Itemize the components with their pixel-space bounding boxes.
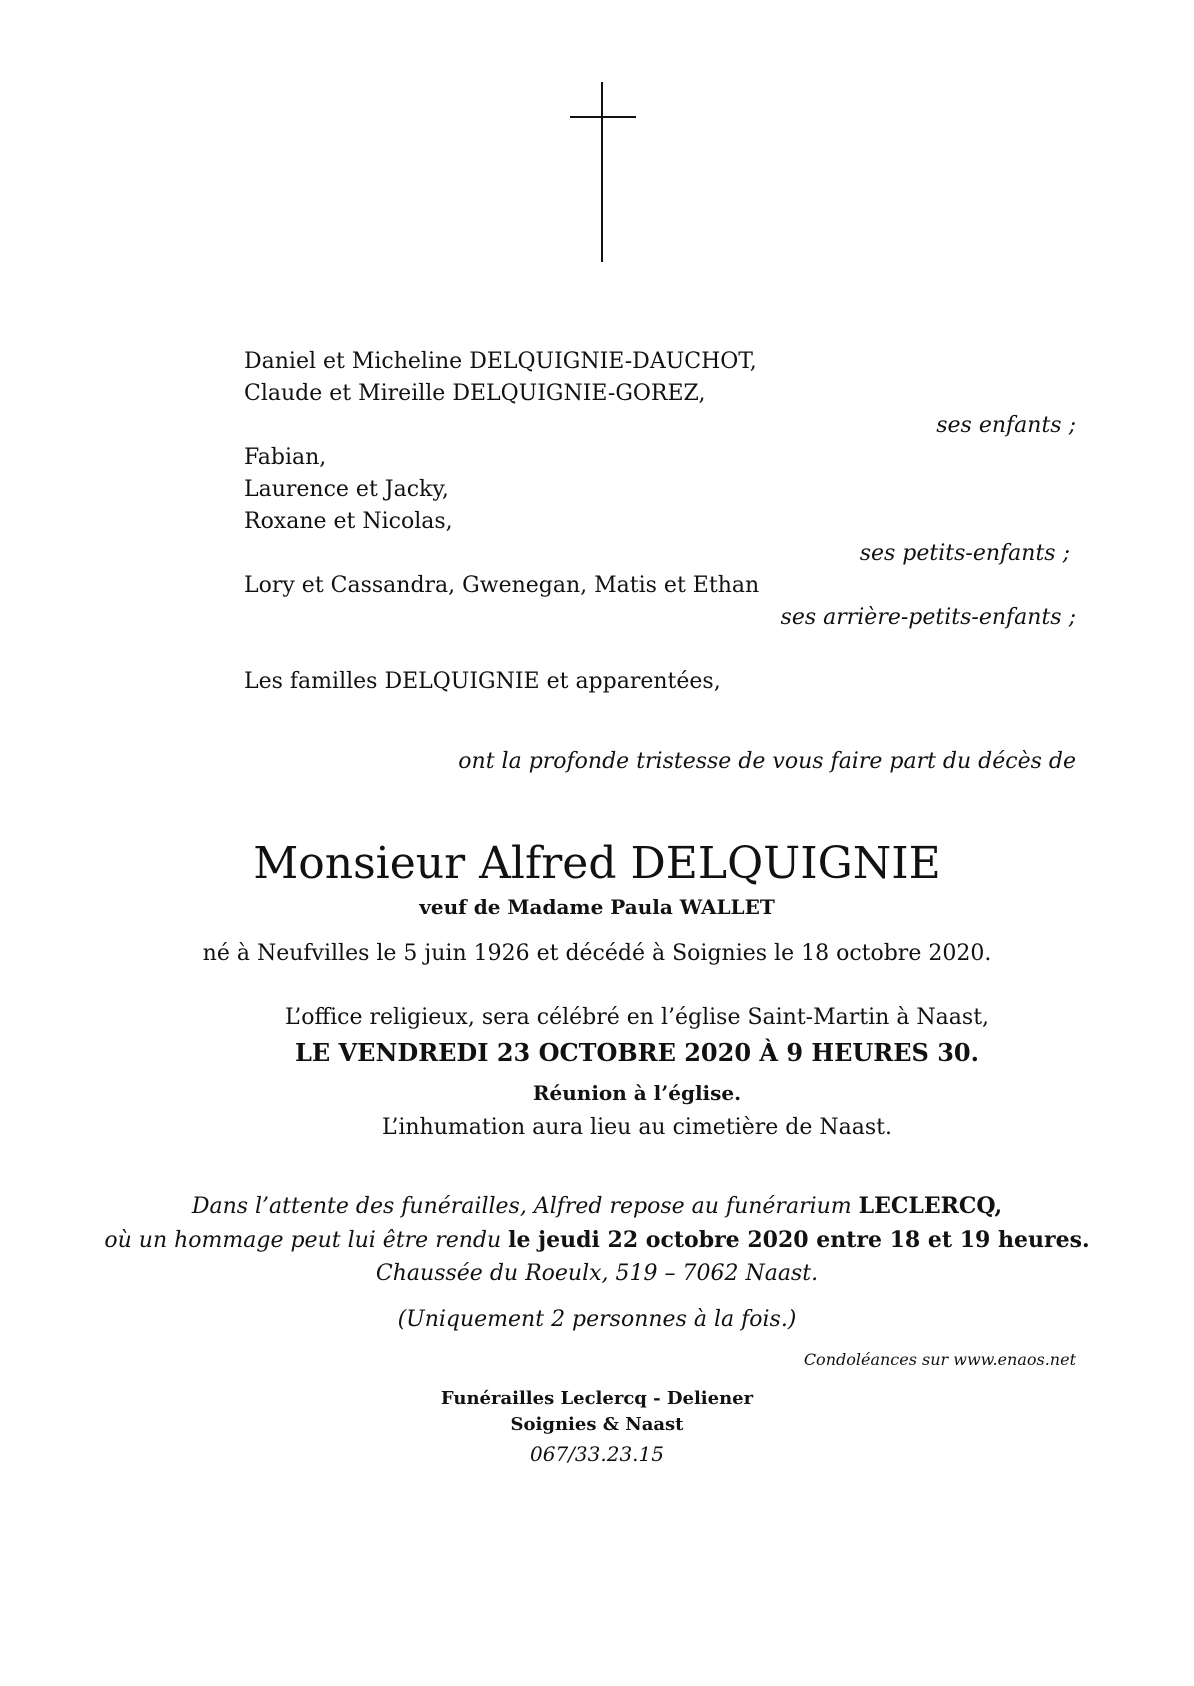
- ceremony-line-2: LE VENDREDI 23 OCTOBRE 2020 À 9 HEURES 30.: [295, 1038, 979, 1067]
- ceremony-line-1: L’office religieux, sera célébré en l’église Saint-Martin à Naast,: [284, 1005, 990, 1030]
- cross-vertical: [601, 82, 603, 262]
- grandchildren-line-1: Fabian,: [244, 445, 327, 470]
- grandchildren-line-3: Roxane et Nicolas,: [244, 509, 453, 534]
- ceremony-line-3: Réunion à l’église.: [532, 1081, 742, 1105]
- wake-line-2: [0, 1224, 1194, 1257]
- condolences-line: Condoléances sur www.enaos.net: [803, 1350, 1076, 1369]
- wake-line-1-italic: Dans l’attente des funérailles, Alfred repose au funérarium: [191, 1194, 852, 1219]
- grandchildren-line-2: Laurence et Jacky,: [244, 477, 449, 502]
- ceremony-line-4: L’inhumation aura lieu au cimetière de Naast.: [382, 1115, 892, 1140]
- announcement-line: ont la profonde tristesse de vous faire part du décès de: [458, 749, 1076, 774]
- funeral-home-phone: 067/33.23.15: [530, 1442, 664, 1466]
- wake-note: (Uniquement 2 personnes à la fois.): [397, 1307, 797, 1332]
- great-grandchildren-line-1: Lory et Cassandra, Gwenegan, Matis et Ethan: [244, 573, 760, 598]
- families-line: Les familles DELQUIGNIE et apparentées,: [244, 669, 721, 694]
- funeral-home-name: Funérailles Leclercq - Deliener: [440, 1388, 754, 1409]
- cross-horizontal: [570, 116, 636, 118]
- children-line-2: Claude et Mireille DELQUIGNIE-GOREZ,: [244, 381, 706, 406]
- great-grandchildren-role: ses arrière-petits-enfants ;: [780, 605, 1076, 630]
- deceased-name: Monsieur Alfred DELQUIGNIE: [253, 838, 941, 889]
- children-role: ses enfants ;: [936, 413, 1076, 438]
- children-line-1: Daniel et Micheline DELQUIGNIE-DAUCHOT,: [244, 349, 757, 374]
- wake-line-1: [0, 1190, 1194, 1223]
- grandchildren-role: ses petits-enfants ;: [859, 541, 1070, 566]
- cross-icon: [570, 82, 636, 262]
- deceased-widower: veuf de Madame Paula WALLET: [419, 895, 775, 919]
- deceased-dates: né à Neufvilles le 5 juin 1926 et décédé à Soignies le 18 octobre 2020.: [202, 941, 992, 966]
- wake-line-1-bold: LECLERCQ,: [858, 1193, 1003, 1219]
- wake-line-2-bold: le jeudi 22 octobre 2020 entre 18 et 19 heures.: [508, 1227, 1090, 1253]
- wake-address: Chaussée du Roeulx, 519 – 7062 Naast.: [375, 1261, 819, 1286]
- wake-line-2-italic: où un hommage peut lui être rendu: [104, 1228, 502, 1253]
- funeral-home-locations: Soignies & Naast: [510, 1414, 684, 1435]
